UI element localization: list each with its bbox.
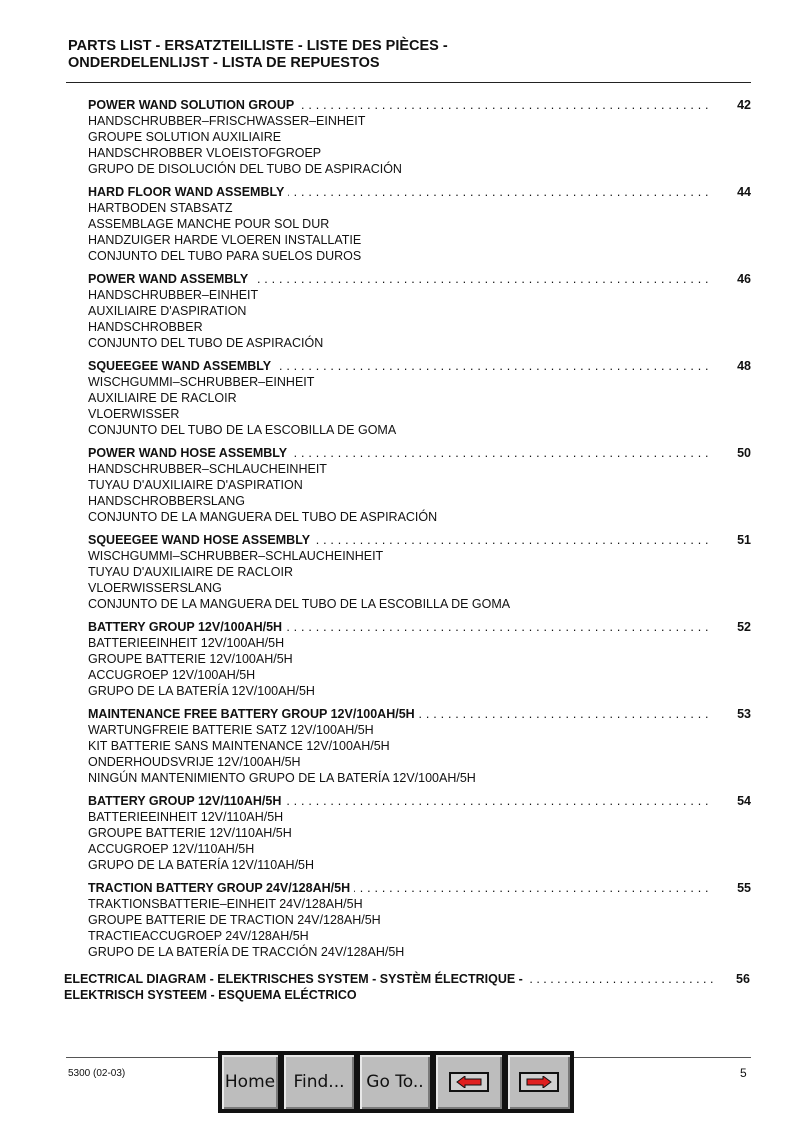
toc-entry-translation: VLOERWISSER — [88, 407, 180, 421]
toc-entry-title: SQUEEGEE WAND HOSE ASSEMBLY . . . — [88, 532, 713, 548]
toc-entry-translation: GROUPE BATTERIE 12V/100AH/5H — [88, 652, 293, 666]
toc-entry-page-number: 48 — [737, 359, 751, 373]
toc-entry[interactable] — [0, 184, 793, 264]
toc-entry-page-number: 53 — [737, 707, 751, 721]
toc-entry-title: HARD FLOOR WAND ASSEMBLY . . . — [88, 184, 713, 200]
toc-entry-title: BATTERY GROUP 12V/100AH/5H . . . — [88, 619, 713, 635]
toc-entry-title: SQUEEGEE WAND ASSEMBLY . . . — [88, 358, 713, 374]
header-line-1: PARTS LIST - ERSATZTEILLISTE - LISTE DES PIÈCES - — [68, 38, 448, 54]
header-divider — [66, 82, 751, 83]
toc-entry-translation: CONJUNTO DEL TUBO DE LA ESCOBILLA DE GOMA — [88, 423, 397, 437]
toc-entry[interactable] — [0, 532, 793, 612]
toc-entry-translation: WARTUNGFREIE BATTERIE SATZ 12V/100AH/5H — [88, 723, 374, 737]
find-button[interactable]: Find... — [282, 1053, 356, 1111]
toc-entry-translation: TUYAU D'AUXILIAIRE D'ASPIRATION — [88, 478, 303, 492]
toc-entry-title: POWER WAND HOSE ASSEMBLY . . . — [88, 445, 713, 461]
toc-entry-page-number: 42 — [737, 98, 751, 112]
toc-entry-title: POWER WAND ASSEMBLY . . . — [88, 271, 713, 287]
table-of-contents — [0, 97, 793, 967]
toc-entry-page-number: 55 — [737, 881, 751, 895]
electrical-title-line-2: ELEKTRISCH SYSTEEM - ESQUEMA ELÉCTRICO — [64, 988, 357, 1002]
toc-entry-title: TRACTION BATTERY GROUP 24V/128AH/5H . . . — [88, 880, 713, 896]
toc-entry-page-number: 44 — [737, 185, 751, 199]
toc-entry[interactable] — [0, 358, 793, 438]
toc-entry-translation: CONJUNTO DE LA MANGUERA DEL TUBO DE LA ESCOBILLA DE GOMA — [88, 597, 511, 611]
electrical-page-number: 56 — [736, 972, 750, 986]
page-number: 5 — [740, 1066, 747, 1080]
toc-entry[interactable] — [0, 880, 793, 960]
toc-entry-translation: CONJUNTO DEL TUBO PARA SUELOS DUROS — [88, 249, 362, 263]
toc-entry-translation: GRUPO DE LA BATERÍA DE TRACCIÓN 24V/128AH/5H — [88, 945, 405, 959]
toc-entry-page-number: 52 — [737, 620, 751, 634]
toc-entry-translation: HANDSCHRUBBER–EINHEIT — [88, 288, 259, 302]
toc-entry-translation: ACCUGROEP 12V/110AH/5H — [88, 842, 255, 856]
toc-entry-translation: AUXILIAIRE D'ASPIRATION — [88, 304, 247, 318]
toc-entry-translation: VLOERWISSERSLANG — [88, 581, 222, 595]
toc-entry-translation: HANDSCHROBBERSLANG — [88, 494, 245, 508]
toc-entry[interactable] — [0, 97, 793, 177]
toc-entry-translation: GROUPE BATTERIE 12V/110AH/5H — [88, 826, 292, 840]
toc-entry-page-number: 50 — [737, 446, 751, 460]
toc-entry-page-number: 51 — [737, 533, 751, 547]
goto-button[interactable]: Go To.. — [358, 1053, 432, 1111]
toc-entry-translation: WISCHGUMMI–SCHRUBBER–EINHEIT — [88, 375, 315, 389]
toc-entry-translation: GRUPO DE LA BATERÍA 12V/100AH/5H — [88, 684, 315, 698]
toc-entry-translation: HANDSCHROBBER — [88, 320, 203, 334]
toc-entry-translation: TRACTIEACCUGROEP 24V/128AH/5H — [88, 929, 309, 943]
toc-entry-page-number: 54 — [737, 794, 751, 808]
home-button[interactable]: Home — [220, 1053, 280, 1111]
toc-entry-page-number: 46 — [737, 272, 751, 286]
toc-entry-translation: WISCHGUMMI–SCHRUBBER–SCHLAUCHEINHEIT — [88, 549, 384, 563]
toc-entry-translation: KIT BATTERIE SANS MAINTENANCE 12V/100AH/5H — [88, 739, 390, 753]
toc-entry[interactable] — [0, 793, 793, 873]
next-page-button[interactable] — [506, 1053, 572, 1111]
toc-entry[interactable] — [0, 271, 793, 351]
toc-entry-translation: GROUPE SOLUTION AUXILIAIRE — [88, 130, 282, 144]
toc-entry[interactable] — [0, 706, 793, 786]
toc-entry-translation: ACCUGROEP 12V/100AH/5H — [88, 668, 256, 682]
toc-entry-translation: GRUPO DE LA BATERÍA 12V/110AH/5H — [88, 858, 315, 872]
toc-entry-translation: HANDSCHRUBBER–SCHLAUCHEINHEIT — [88, 462, 327, 476]
document-code: 5300 (02-03) — [68, 1068, 126, 1079]
toc-entry-title: POWER WAND SOLUTION GROUP . . . — [88, 97, 713, 113]
toc-entry-translation: CONJUNTO DE LA MANGUERA DEL TUBO DE ASPIRACIÓN — [88, 510, 438, 524]
toc-entry-electrical[interactable] — [64, 971, 764, 1003]
toc-entry-translation: HANDSCHROBBER VLOEISTOFGROEP — [88, 146, 322, 160]
right-arrow-icon — [519, 1072, 559, 1092]
header-line-2: ONDERDELENLIJST - LISTA DE REPUESTOS — [68, 55, 380, 71]
toc-entry-translation: ASSEMBLAGE MANCHE POUR SOL DUR — [88, 217, 330, 231]
toc-entry-translation: NINGÚN MANTENIMIENTO GRUPO DE LA BATERÍA 12V/100AH/5H — [88, 771, 476, 785]
toc-entry-title: MAINTENANCE FREE BATTERY GROUP 12V/100AH/5H . . . — [88, 706, 713, 722]
toc-entry-translation: ONDERHOUDSVRIJE 12V/100AH/5H — [88, 755, 301, 769]
toc-entry-title: BATTERY GROUP 12V/110AH/5H . . . — [88, 793, 713, 809]
toc-entry-translation: GROUPE BATTERIE DE TRACTION 24V/128AH/5H — [88, 913, 381, 927]
toc-entry-translation: AUXILIAIRE DE RACLOIR — [88, 391, 237, 405]
toc-entry-translation: TRAKTIONSBATTERIE–EINHEIT 24V/128AH/5H — [88, 897, 363, 911]
page-header — [68, 38, 748, 72]
toc-entry[interactable] — [0, 445, 793, 525]
previous-page-button[interactable] — [434, 1053, 504, 1111]
navigation-bar — [218, 1051, 574, 1113]
toc-entry-translation: BATTERIEEINHEIT 12V/110AH/5H — [88, 810, 284, 824]
toc-entry-translation: TUYAU D'AUXILIAIRE DE RACLOIR — [88, 565, 293, 579]
electrical-title-line-1: ELECTRICAL DIAGRAM - ELEKTRISCHES SYSTEM - SYSTÈM ÉLECTRIQUE - . . . — [64, 971, 714, 987]
toc-entry-translation: BATTERIEEINHEIT 12V/100AH/5H — [88, 636, 285, 650]
toc-entry-translation: HANDSCHRUBBER–FRISCHWASSER–EINHEIT — [88, 114, 366, 128]
left-arrow-icon — [449, 1072, 489, 1092]
toc-entry[interactable] — [0, 619, 793, 699]
toc-entry-translation: CONJUNTO DEL TUBO DE ASPIRACIÓN — [88, 336, 324, 350]
toc-entry-translation: HARTBODEN STABSATZ — [88, 201, 233, 215]
toc-entry-translation: GRUPO DE DISOLUCIÓN DEL TUBO DE ASPIRACIÓN — [88, 162, 402, 176]
toc-entry-translation: HANDZUIGER HARDE VLOEREN INSTALLATIE — [88, 233, 362, 247]
